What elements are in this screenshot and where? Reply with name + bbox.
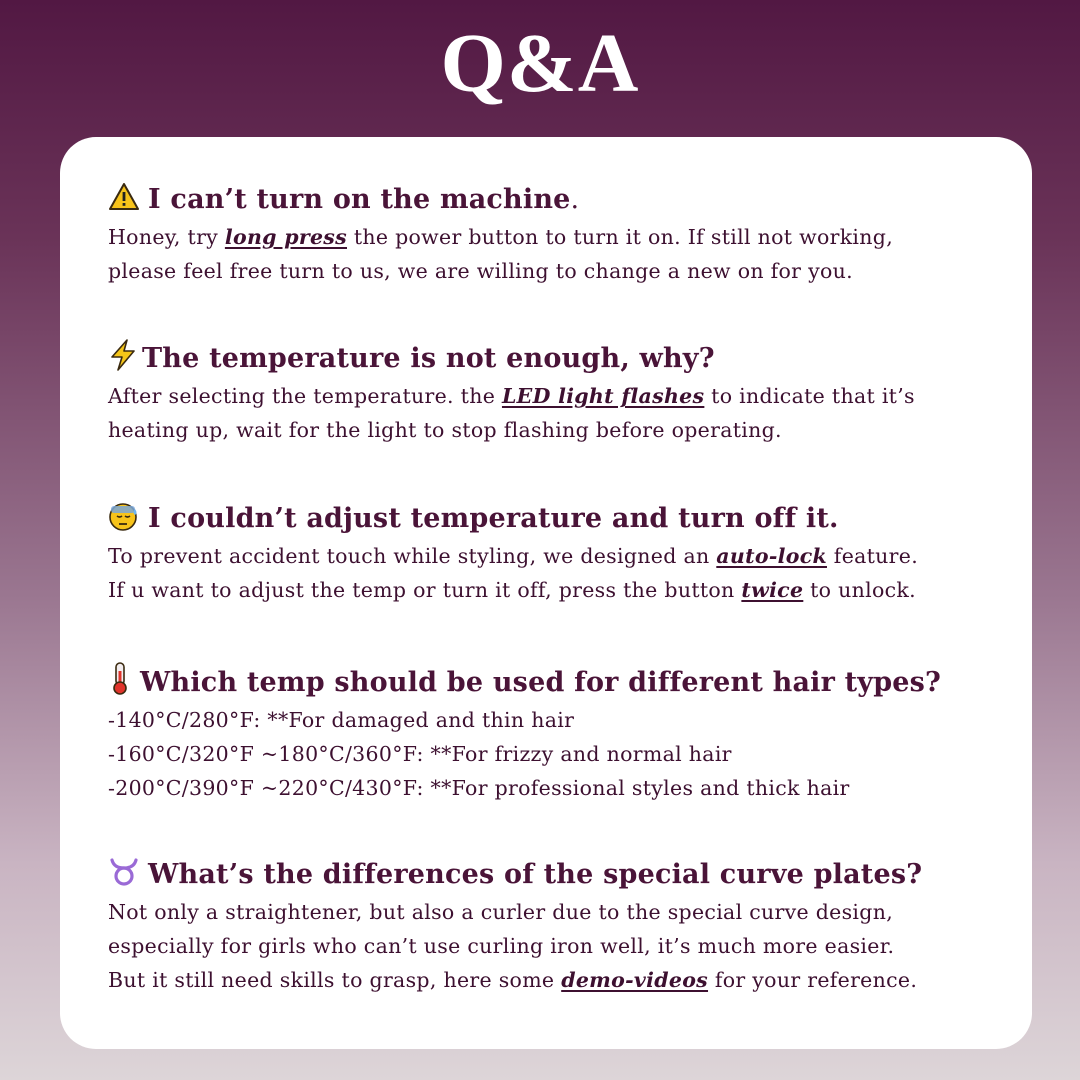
- question-heading: [108, 339, 1008, 377]
- answer-segment: But it still need skills to grasp, here some: [108, 968, 562, 992]
- sweat-face-icon: [108, 501, 142, 531]
- qa-item-autolock: [108, 501, 1008, 607]
- answer-segment: the power button to turn it on. If still not working,: [347, 225, 894, 249]
- highlight-long-press: long press: [224, 225, 347, 249]
- question-text: The temperature is not enough, why?: [142, 343, 715, 374]
- highlight-auto-lock: auto-lock: [716, 544, 827, 568]
- page-title: Q&A: [440, 17, 640, 110]
- answer-segment: feature.: [826, 544, 919, 568]
- question-heading: [108, 857, 1008, 893]
- thermometer-icon: [108, 661, 134, 691]
- answer-segment: -160°C/320°F ~180°C/360°F: **For frizzy and normal hair: [108, 742, 732, 766]
- answer-segment: -200°C/390°F ~220°C/430°F: **For professional styles and thick hair: [108, 776, 850, 800]
- warning-icon: [108, 182, 142, 212]
- question-heading: [108, 501, 1008, 537]
- qa-item-hair-types: [108, 661, 1008, 805]
- answer-segment: To prevent accident touch while styling, we designed an: [108, 544, 717, 568]
- answer-segment: If u want to adjust the temp or turn it off, press the button: [108, 578, 742, 602]
- answer-text: [108, 220, 1008, 288]
- taurus-icon: [108, 857, 142, 887]
- answer-segment: Honey, try: [108, 225, 225, 249]
- answer-text: [108, 539, 1008, 607]
- answer-segment: please feel free turn to us, we are willing to change a new on for you.: [108, 259, 853, 283]
- lightning-icon: [108, 339, 138, 369]
- answer-segment: to indicate that it’s: [704, 384, 915, 408]
- answer-segment: especially for girls who can’t use curling iron well, it’s much more easier.: [108, 934, 895, 958]
- answer-segment: heating up, wait for the light to stop flashing before operating.: [108, 418, 782, 442]
- question-heading: [108, 661, 1008, 701]
- qa-card: [60, 137, 1032, 1049]
- qa-item-temperature: [108, 339, 1008, 447]
- answer-segment: to unlock.: [803, 578, 916, 602]
- answer-segment: -140°C/280°F: **For damaged and thin hair: [108, 708, 575, 732]
- qa-item-power: [108, 182, 1008, 288]
- qa-item-curve-plates: [108, 857, 1008, 997]
- highlight-demo-videos[interactable]: demo-videos: [561, 968, 709, 992]
- question-text: Which temp should be used for different hair types?: [140, 667, 942, 698]
- question-text: I can’t turn on the machine: [148, 184, 571, 215]
- question-heading: [108, 182, 1008, 218]
- answer-text: [108, 703, 1008, 805]
- answer-segment: Not only a straightener, but also a curler due to the special curve design,: [108, 900, 894, 924]
- answer-segment: for your reference.: [708, 968, 918, 992]
- answer-text: [108, 379, 1008, 447]
- highlight-twice: twice: [741, 578, 804, 602]
- question-period: .: [570, 184, 580, 215]
- highlight-led-light: LED light flashes: [501, 384, 705, 408]
- question-text: I couldn’t adjust temperature and turn off it.: [148, 503, 839, 534]
- answer-text: [108, 895, 1008, 997]
- question-text: What’s the differences of the special curve plates?: [148, 859, 923, 890]
- answer-segment: After selecting the temperature. the: [108, 384, 502, 408]
